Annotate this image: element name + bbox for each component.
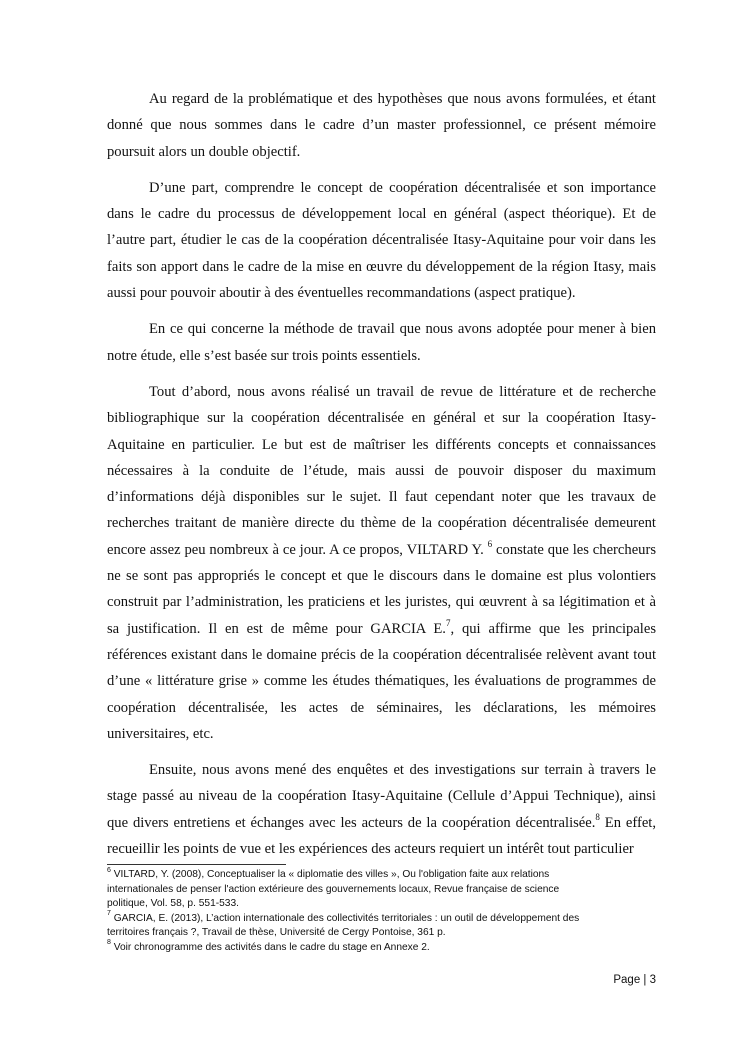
footnote-number: 6 — [107, 866, 111, 874]
main-text — [107, 86, 656, 872]
body-paragraph — [107, 316, 656, 369]
paragraph-text: Tout d’abord, nous avons réalisé un travail de revue de littérature et de recherche bibliographique sur la coopération décentralisée en général et sur la coopération Itasy-Aquitaine en particulier. Le but est de maîtriser les différents concepts et connaissances nécessaires à la conduite de l’étude, mais aussi de pouvoir disposer du maximum d’informations déjà disponibles sur le sujet. Il faut cependant noter que les travaux de recherches traitant de manière directe du thème de la coopération décentralisée demeurent encore assez peu nombreux à ce jour. A ce propos, VILTARD Y. — [107, 383, 656, 558]
footnote-reference[interactable]: 8 — [595, 811, 600, 822]
paragraph-text: , qui affirme que les principales références existant dans le domaine précis de la coopération décentralisée relèvent avant tout d’une « littérature grise » comme les études thématiques, les évaluations de programmes de coopération décentralisée, les actes de séminaires, les déclarations, les mémoires universitaires, etc. — [107, 620, 657, 742]
footnote-line — [107, 897, 656, 912]
paragraph-text: Au regard de la problématique et des hypothèses que nous avons formulées, et étant donné que nous sommes dans le cadre d’un master professionnel, ce présent mémoire poursuit alors un double objectif. — [107, 91, 656, 160]
footnote-line — [107, 912, 656, 927]
footnote-text: territoires français ?, Travail de thèse, Université de Cergy Pontoise, 361 p. — [107, 927, 446, 938]
page-number: Page | 3 — [613, 974, 656, 986]
footnote-text: GARCIA, E. (2013), L’action internationale des collectivités territoriales : un outil de développement des — [113, 912, 580, 924]
body-paragraph — [107, 379, 656, 747]
footnote-separator — [107, 864, 286, 865]
footnote-text: Voir chronogramme des activités dans le cadre du stage en Annexe 2. — [113, 941, 430, 953]
footnote-number: 8 — [107, 939, 111, 947]
paragraph-text: D’une part, comprendre le concept de coopération décentralisée et son importance dans le cadre du processus de développement local en général (aspect théorique). Et de l’autre part, étudier le cas de la coopération décentralisée Itasy-Aquitaine pour voir dans les faits son apport dans le cadre de la mise en œuvre du développement de la région Itasy, mais aussi pour pouvoir aboutir à des éventuelles recommandations (aspect pratique). — [107, 179, 656, 302]
footnote-line — [107, 926, 656, 941]
footnote-line — [107, 868, 656, 883]
footnotes — [107, 868, 656, 955]
body-paragraph — [107, 757, 656, 862]
paragraph-text: En effet, recueillir les points de vue et les expériences des acteurs requiert un intérêt tout particulier — [107, 814, 657, 858]
footnote-line — [107, 941, 656, 956]
paragraph-text: Ensuite, nous avons mené des enquêtes et des investigations sur terrain à travers le stage passé au niveau de la coopération Itasy-Aquitaine (Cellule d’Appui Technique), ainsi que divers entretiens et échanges avec les acteurs de la coopération décentralisée. — [107, 762, 656, 831]
paragraph-text: constate que les chercheurs ne se sont pas appropriés le concept et que le discours dans le domaine est plus volontiers construit par l’administration, les praticiens et les juristes, qui œuvrent à sa légitimation et à sa justification. Il en est de même pour GARCIA E. — [107, 541, 657, 637]
footnote-number: 7 — [107, 910, 111, 918]
body-paragraph — [107, 175, 656, 306]
body-paragraph — [107, 86, 656, 165]
footnote-text: VILTARD, Y. (2008), Conceptualiser la « diplomatie des villes », Ou l'obligation faite aux relations — [113, 869, 550, 880]
footnote-text: internationales de penser l'action extérieure des gouvernements locaux, Revue française de science — [107, 883, 560, 895]
paragraph-text: En ce qui concerne la méthode de travail que nous avons adoptée pour mener à bien notre étude, elle s’est basée sur trois points essentiels. — [107, 321, 656, 364]
footnote-reference[interactable]: 6 — [487, 538, 493, 549]
footnote-text: politique, Vol. 58, p. 551-533. — [107, 898, 239, 909]
footnote-line — [107, 883, 656, 898]
footnote-reference[interactable]: 7 — [445, 617, 451, 628]
